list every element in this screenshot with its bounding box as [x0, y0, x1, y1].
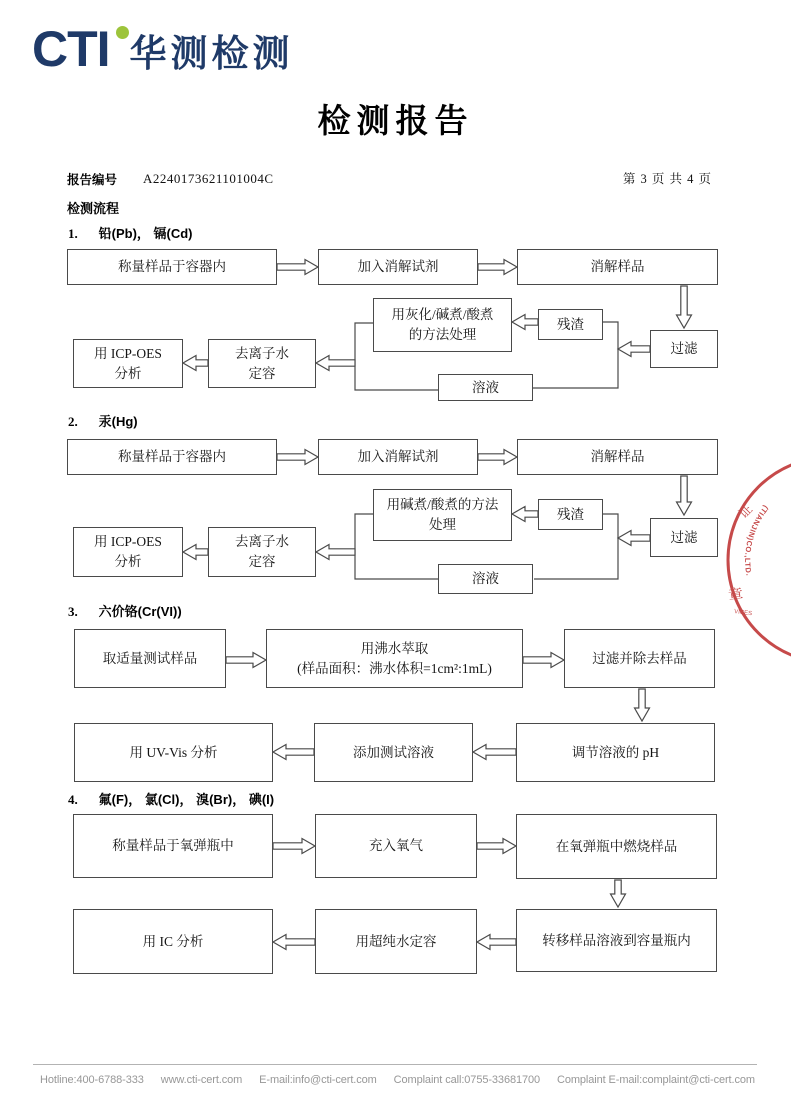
flowchart4-title-text: 氟(F)， 氯(Cl)， 溴(Br)， 碘(I) [98, 792, 275, 807]
fc2-box-process-residue [373, 489, 512, 541]
fc3-box-filter [564, 629, 715, 688]
fc1-process-line1: 用灰化/碱煮/酸煮 [391, 307, 494, 323]
flow-arrow [618, 531, 650, 546]
fc4-burn-label: 在氧弹瓶中燃烧样品 [555, 838, 678, 854]
fc1-box-process-residue [373, 298, 512, 352]
fc2-analyze-line1: 用 ICP-OES [94, 534, 162, 550]
flow-arrow [611, 880, 626, 907]
fc1-box-add-reagent [318, 249, 478, 285]
footer-email: E-mail:info@cti-cert.com [259, 1074, 377, 1086]
fc1-dilute-line1: 去离子水 [235, 345, 289, 361]
fc3-box-extract [266, 629, 523, 688]
flow-arrow [478, 450, 517, 465]
flow-arrow [635, 689, 650, 721]
fc2-box-filter [650, 518, 718, 557]
fc3-box-analyze [74, 723, 273, 782]
fc1-process-line2: 的方法处理 [408, 327, 477, 342]
fc1-residue-label: 残渣 [557, 316, 584, 332]
fc2-box-digest-label: 消解样品 [590, 449, 645, 465]
flow-arrow [273, 745, 314, 760]
fc2-box-weigh-label: 称量样品于容器内 [118, 449, 226, 465]
flow-arrow [477, 935, 516, 950]
fc4-box-dilute [315, 909, 477, 974]
cti-logo-green-dot [116, 26, 129, 39]
footer-complaint-email: Complaint E-mail:complaint@cti-cert.com [556, 1074, 755, 1086]
fc4-analyze-label: 用 IC 分析 [142, 933, 204, 949]
fc4-oxygen-label: 充入氧气 [369, 838, 423, 854]
stamp-partial-text: VICES [733, 609, 753, 618]
flowchart2-number: 2. [68, 414, 78, 429]
fc3-addsol-label: 添加测试溶液 [353, 744, 434, 760]
fc3-extract-line2: (样品面积：沸水体积=1cm²:1mL) [297, 660, 492, 676]
fc4-weigh-label: 称量样品于氧弹瓶中 [112, 838, 234, 854]
stamp-outer-ring [728, 457, 791, 663]
fc1-filter-label: 过滤 [670, 341, 698, 357]
fc2-filter-label: 过滤 [670, 529, 698, 545]
flow-arrow [523, 653, 564, 668]
fc1-analyze-line2: 分析 [114, 365, 142, 381]
fc1-box-add-label: 加入消解试剂 [357, 259, 439, 275]
footer-divider [33, 1064, 757, 1065]
fc4-dilute-label: 用超纯水定容 [355, 933, 437, 949]
flow-arrow [677, 476, 692, 515]
report-no-value: A2240173621101004C [143, 171, 274, 186]
fc3-ph-label: 调节溶液的 pH [571, 744, 660, 760]
cti-logo-text: CTI [32, 21, 110, 77]
flowchart1-title-text: 铅(Pb)， 镉(Cd) [98, 226, 193, 241]
flowchart2-title-text: 汞(Hg) [98, 414, 138, 429]
fc2-box-dilute [208, 527, 316, 577]
fc3-box-take-sample [74, 629, 226, 688]
flow-arrow [277, 260, 318, 275]
cti-logo-chinese: 华测检测 [129, 33, 294, 74]
fc2-residue-label: 残渣 [557, 506, 584, 522]
flow-arrow [273, 839, 315, 854]
flowchart4-title [68, 792, 274, 809]
fc2-box-add-reagent [318, 439, 478, 475]
flow-arrow [273, 935, 315, 950]
flow-arrow [677, 286, 692, 328]
fc4-box-burn [516, 814, 717, 879]
fc4-box-analyze [73, 909, 273, 974]
stamp-arc-text: (TIANJIN)CO.,LTD. [743, 503, 771, 577]
section-title: 检测流程 [67, 201, 120, 216]
footer [40, 1073, 755, 1088]
flowchart3-title [68, 604, 182, 621]
flowchart3-title-text: 六价铬(Cr(VI)) [98, 604, 182, 619]
fc2-box-weigh-sample [67, 439, 277, 475]
footer-complaint-call: Complaint call:0755-33681700 [393, 1074, 541, 1086]
flowchart4-number: 4. [68, 792, 78, 807]
fc3-extract-line1: 用沸水萃取 [360, 640, 429, 656]
flowchart2-title [68, 414, 138, 431]
flow-arrow [512, 315, 538, 330]
fc2-analyze-line2: 分析 [114, 554, 142, 569]
fc1-solution-label: 溶液 [472, 379, 499, 395]
fc1-box-analyze [73, 339, 183, 388]
flow-arrow [316, 545, 355, 560]
flow-arrow [478, 260, 517, 275]
flowchart3-number: 3. [68, 604, 78, 619]
fc1-box-digest-label: 消解样品 [590, 259, 645, 275]
fc1-box-filter [650, 330, 718, 368]
fc1-analyze-line1: 用 ICP-OES [94, 345, 162, 361]
stamp-char-top: 证 [735, 501, 756, 522]
flowchart1-title [68, 226, 193, 243]
fc2-box-add-label: 加入消解试剂 [357, 449, 439, 465]
flow-arrow [477, 839, 516, 854]
fc3-analyze-label: 用 UV-Vis 分析 [129, 744, 218, 760]
fc3-take-label: 取适量测试样品 [102, 650, 198, 666]
fc3-box-add-solution [314, 723, 473, 782]
fc4-box-transfer [516, 909, 717, 972]
fc2-process-line2: 处理 [429, 517, 456, 532]
cti-logo [32, 21, 294, 77]
fc2-dilute-line1: 去离子水 [235, 534, 289, 550]
fc1-box-digest [517, 249, 718, 285]
fc3-box-adjust-ph [516, 723, 715, 782]
page-indicator: 第 3 页 共 4 页 [622, 172, 712, 186]
flowchart1-number: 1. [68, 226, 78, 241]
fc4-transfer-label: 转移样品溶液到容量瓶内 [542, 932, 691, 948]
fc4-box-oxygen [315, 814, 477, 878]
fc2-box-residue [538, 499, 603, 530]
flow-arrow [183, 545, 208, 560]
stamp-char-bottom: 章 [727, 587, 745, 605]
fc1-box-solution [438, 374, 533, 401]
flow-arrow [618, 342, 650, 357]
fc1-box-dilute [208, 339, 316, 388]
footer-hotline: Hotline:400-6788-333 [40, 1074, 144, 1086]
report-title: 检测报告 [317, 104, 474, 140]
company-seal-stamp [716, 452, 791, 664]
report-no-label: 报告编号 [67, 173, 118, 187]
fc2-box-analyze [73, 527, 183, 577]
fc2-box-digest [517, 439, 718, 475]
fc1-box-weigh-label: 称量样品于容器内 [118, 259, 226, 275]
fc3-filter-label: 过滤并除去样品 [592, 650, 687, 666]
flow-arrow [473, 745, 516, 760]
fc1-dilute-line2: 定容 [248, 365, 276, 381]
flow-arrow [277, 450, 318, 465]
fc4-box-weigh-sample [73, 814, 273, 878]
fc2-process-line1: 用碱煮/酸煮的方法 [386, 497, 499, 513]
fc2-solution-label: 溶液 [472, 571, 499, 587]
fc2-box-solution [438, 564, 533, 594]
flow-arrow [316, 356, 355, 371]
flow-arrow [183, 356, 208, 371]
fc1-box-weigh-sample [67, 249, 277, 285]
flow-arrow [512, 507, 538, 522]
footer-website: www.cti-cert.com [160, 1074, 243, 1086]
fc2-dilute-line2: 定容 [248, 554, 276, 569]
fc1-box-residue [538, 309, 603, 340]
flow-arrow [226, 653, 266, 668]
